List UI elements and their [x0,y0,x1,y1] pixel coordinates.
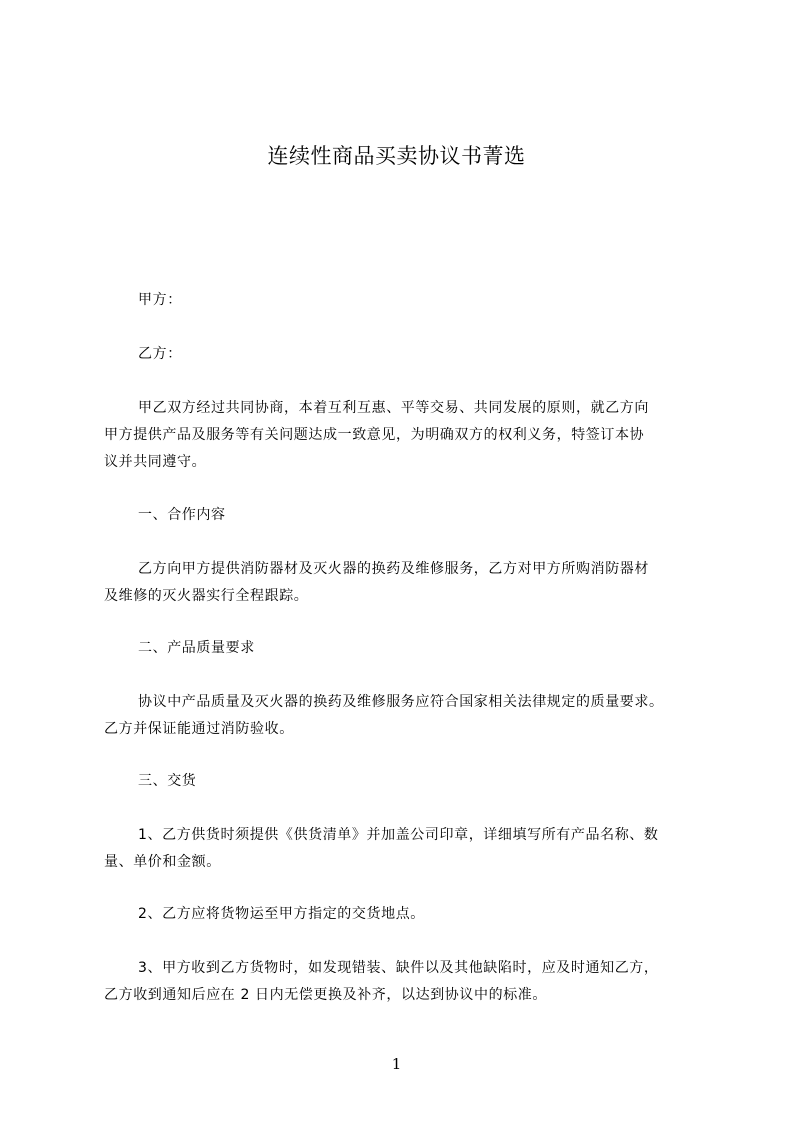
section2-heading: 二、产品质量要求 [138,640,255,656]
section1-body: 乙方向甲方提供消防器材及灭火器的换药及维修服务，乙方对甲方所购消防器材 及维修的灭火器实行全程跟踪。 [104,561,649,604]
page-number: 1 [391,1055,402,1073]
section3-heading: 三、交货 [138,773,197,789]
intro-paragraph: 甲乙双方经过共同协商，本着互利互惠、平等交易、共同发展的原则，就乙方向 甲方提供产品及服务等有关问题达成一致意见，为明确双方的权利义务，特签订本协 议并共同遵守。 [104,400,649,470]
section3-item-2: 2、乙方应将货物运至甲方指定的交货地点。 [138,906,425,922]
section2-body: 协议中产品质量及灭火器的换药及维修服务应符合国家相关法律规定的质量要求。 乙方并保证能通过消防验收。 [104,694,664,737]
section1-heading: 一、合作内容 [138,507,226,523]
document-title: 连续性商品买卖协议书菁选 [267,144,526,168]
party-b-label: 乙方： [138,346,182,362]
party-a-label: 甲方： [138,292,182,308]
section3-item-3: 3、甲方收到乙方货物时，如发现错装、缺件以及其他缺陷时，应及时通知乙方， 乙方收到通知后应在 2 日内无偿更换及补齐，以达到协议中的标准。 [104,960,659,1003]
section3-item-1: 1、乙方供货时须提供《供货清单》并加盖公司印章，详细填写所有产品名称、数 量、单价和金额。 [104,827,659,870]
